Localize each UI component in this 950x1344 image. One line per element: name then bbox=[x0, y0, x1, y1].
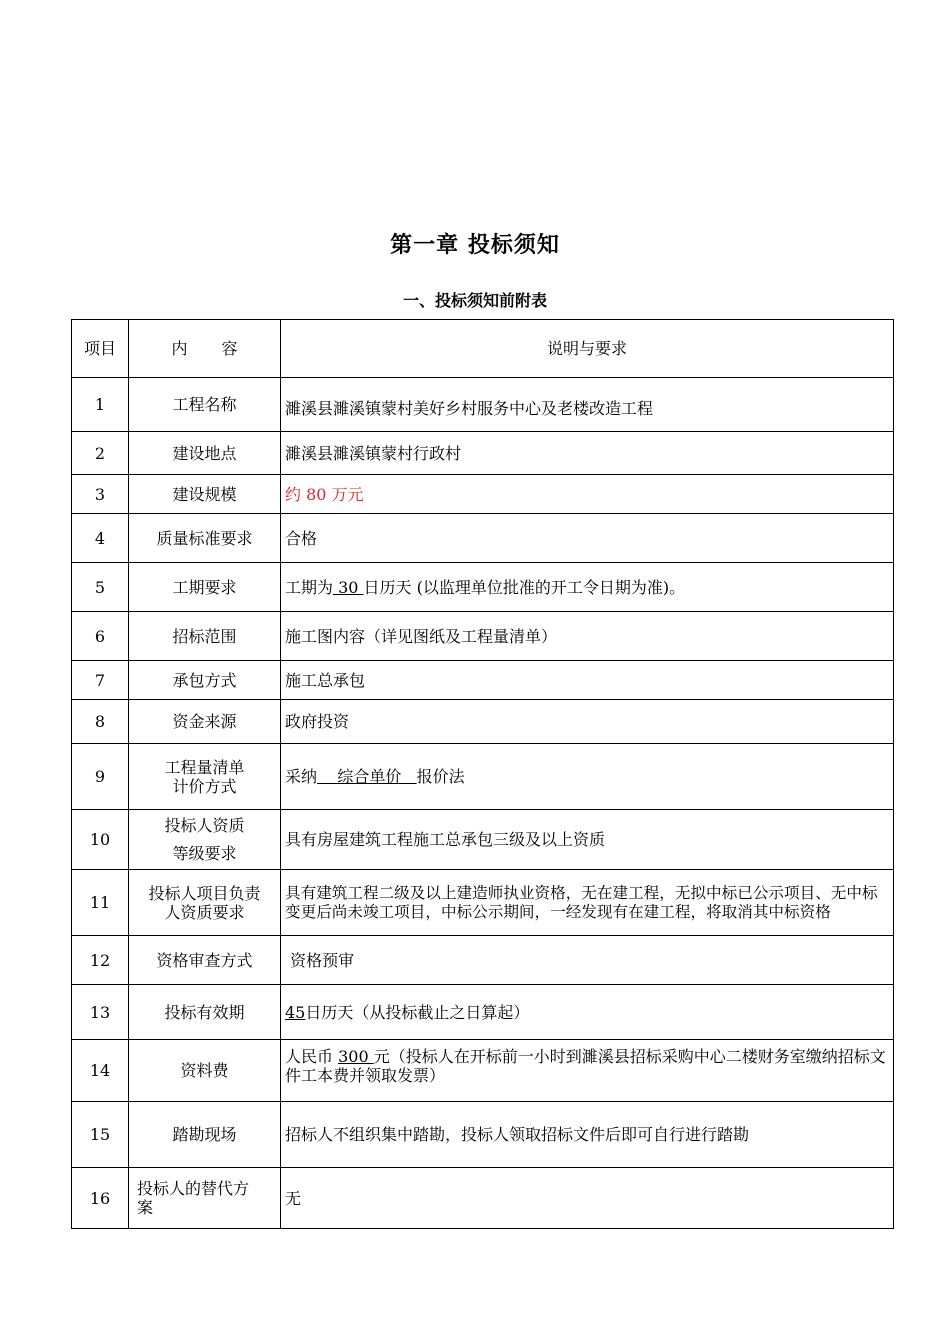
table-row bbox=[72, 1102, 894, 1168]
row-desc: 约 80 万元 bbox=[281, 475, 894, 514]
row-item: 资格审查方式 bbox=[129, 936, 281, 985]
row-item-line2: 计价方式 bbox=[172, 776, 237, 796]
row-desc: 濉溪县濉溪镇蒙村美好乡村服务中心及老楼改造工程 bbox=[281, 378, 894, 432]
section-title: 一、投标须知前附表 bbox=[402, 291, 547, 310]
row-item: 踏勘现场 bbox=[129, 1102, 281, 1168]
row-item: 建设地点 bbox=[129, 432, 281, 475]
table-row bbox=[72, 432, 894, 475]
bid-notice-table bbox=[71, 319, 894, 1229]
row-item-line1: 投标人资质 bbox=[164, 815, 245, 835]
row-no: 8 bbox=[72, 700, 129, 744]
row-item: 投标有效期 bbox=[129, 985, 281, 1040]
row-item: 工期要求 bbox=[129, 563, 281, 612]
desc-prefix: 采纳 bbox=[285, 767, 318, 786]
duration-value: 30 bbox=[333, 577, 364, 597]
row-desc: 招标人不组织集中踏勘，投标人领取招标文件后即可自行进行踏勘 bbox=[281, 1102, 894, 1168]
desc-prefix: 工期为 bbox=[285, 577, 334, 597]
row-desc: 合格 bbox=[281, 514, 894, 563]
row-no: 4 bbox=[72, 514, 129, 563]
table-row bbox=[72, 563, 894, 612]
table-row bbox=[72, 700, 894, 744]
row-desc: 无 bbox=[281, 1168, 894, 1229]
table-row bbox=[72, 810, 894, 870]
table-row bbox=[72, 475, 894, 514]
row-no: 3 bbox=[72, 475, 129, 514]
row-item bbox=[129, 810, 281, 870]
table-row bbox=[72, 744, 894, 810]
row-item-line2: 案 bbox=[137, 1198, 154, 1217]
row-item bbox=[129, 1168, 281, 1229]
row-desc: 施工图内容（详见图纸及工程量清单） bbox=[281, 612, 894, 661]
row-item: 招标范围 bbox=[129, 612, 281, 661]
row-item: 资料费 bbox=[129, 1040, 281, 1102]
row-no: 11 bbox=[72, 870, 129, 936]
table-row bbox=[72, 1168, 894, 1229]
row-desc: 濉溪县濉溪镇蒙村行政村 bbox=[281, 432, 894, 475]
row-desc: 具有建筑工程二级及以上建造师执业资格，无在建工程，无拟中标已公示项目、无中标变更后尚未竣工项目，中标公示期间，一经发现有在建工程，将取消其中标资格 bbox=[281, 870, 894, 936]
table-row bbox=[72, 612, 894, 661]
table-row bbox=[72, 514, 894, 563]
table-header-row bbox=[72, 320, 894, 378]
row-desc bbox=[281, 1040, 894, 1102]
row-item: 质量标准要求 bbox=[129, 514, 281, 563]
validity-days: 45 bbox=[285, 1002, 306, 1022]
desc-suffix: 日历天（从投标截止之日算起） bbox=[305, 1002, 530, 1022]
row-desc bbox=[281, 744, 894, 810]
row-no: 13 bbox=[72, 985, 129, 1040]
header-no: 项目 bbox=[72, 320, 129, 378]
row-desc bbox=[281, 563, 894, 612]
row-no: 7 bbox=[72, 661, 129, 700]
row-no: 1 bbox=[72, 378, 129, 432]
table-row bbox=[72, 936, 894, 985]
header-content-a: 内 bbox=[171, 339, 188, 358]
row-no: 10 bbox=[72, 810, 129, 870]
row-desc bbox=[281, 985, 894, 1040]
row-desc: 施工总承包 bbox=[281, 661, 894, 700]
row-no: 15 bbox=[72, 1102, 129, 1168]
row-item-line2: 等级要求 bbox=[172, 843, 237, 863]
document-fee: 300 bbox=[338, 1047, 374, 1066]
row-no: 6 bbox=[72, 612, 129, 661]
desc-suffix: 报价法 bbox=[416, 767, 465, 786]
table-row bbox=[72, 378, 894, 432]
row-item: 承包方式 bbox=[129, 661, 281, 700]
chapter-title: 第一章 投标须知 bbox=[390, 233, 560, 258]
row-no: 14 bbox=[72, 1040, 129, 1102]
header-content-b: 容 bbox=[221, 339, 238, 358]
row-item-line1: 工程量清单 bbox=[164, 757, 245, 777]
row-desc: 具有房屋建筑工程施工总承包三级及以上资质 bbox=[281, 810, 894, 870]
pricing-method: 综合单价 bbox=[317, 767, 417, 786]
row-item-line1: 投标人项目负责 bbox=[148, 883, 261, 903]
header-desc: 说明与要求 bbox=[281, 320, 894, 378]
row-item bbox=[129, 744, 281, 810]
row-item-line2: 人资质要求 bbox=[164, 902, 245, 922]
header-content bbox=[129, 320, 281, 378]
row-item: 工程名称 bbox=[129, 378, 281, 432]
row-item: 建设规模 bbox=[129, 475, 281, 514]
row-desc: 政府投资 bbox=[281, 700, 894, 744]
table-row bbox=[72, 870, 894, 936]
table-row bbox=[72, 985, 894, 1040]
row-no: 5 bbox=[72, 563, 129, 612]
desc-suffix: 日历天 (以监理单位批准的开工令日期为准)。 bbox=[363, 577, 686, 597]
row-no: 2 bbox=[72, 432, 129, 475]
row-desc: 资格预审 bbox=[281, 936, 894, 985]
row-item bbox=[129, 870, 281, 936]
row-item: 资金来源 bbox=[129, 700, 281, 744]
desc-suffix: 元（投标人在开标前一小时到濉溪县招标采购中心二楼财务室缴纳招标文件工本费并领取发票） bbox=[285, 1047, 886, 1085]
row-no: 12 bbox=[72, 936, 129, 985]
table-row bbox=[72, 661, 894, 700]
row-item-line1: 投标人的替代方 bbox=[137, 1179, 250, 1198]
row-no: 9 bbox=[72, 744, 129, 810]
desc-prefix: 人民币 bbox=[285, 1047, 339, 1066]
table-row bbox=[72, 1040, 894, 1102]
row-no: 16 bbox=[72, 1168, 129, 1229]
